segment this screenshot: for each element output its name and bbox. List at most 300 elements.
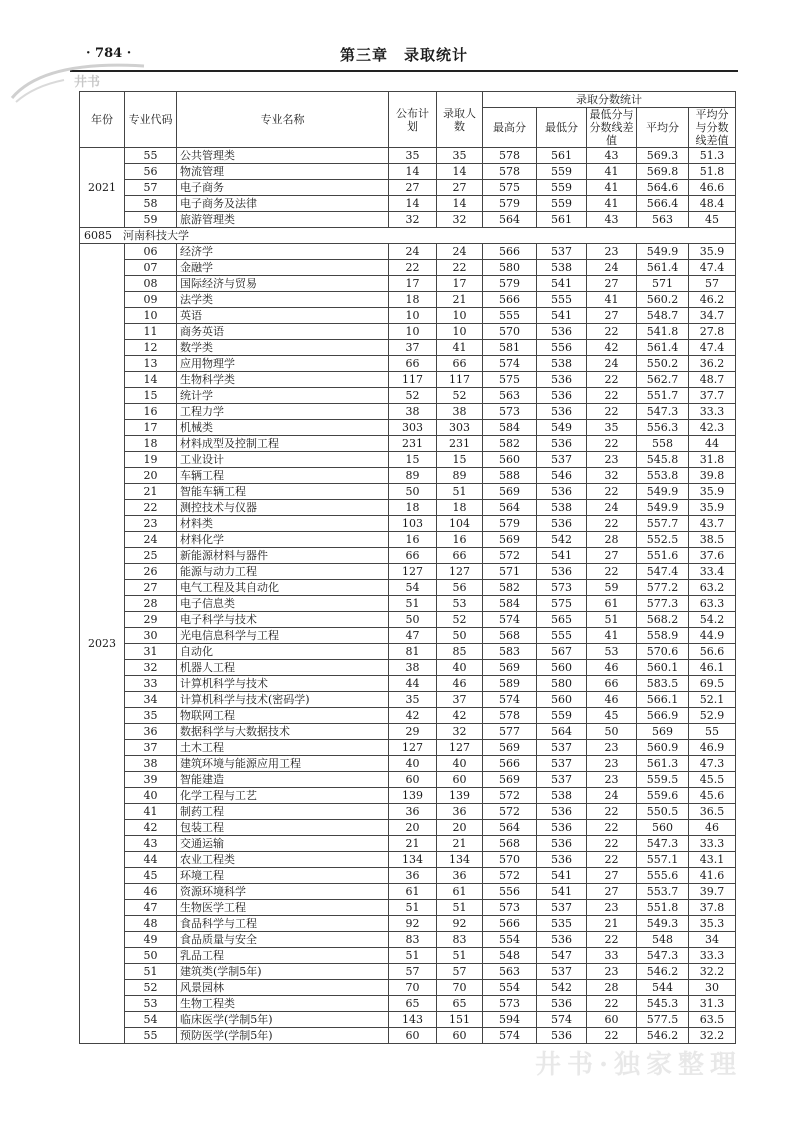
- code-cell: 08: [125, 276, 177, 292]
- avg-diff-cell: 41.6: [689, 868, 736, 884]
- admitted-cell: 127: [437, 564, 483, 580]
- table-row: [80, 356, 736, 372]
- code-cell: 52: [125, 980, 177, 996]
- table-row: [80, 148, 736, 164]
- code-cell: 20: [125, 468, 177, 484]
- admitted-cell: 32: [437, 212, 483, 228]
- avg-diff-cell: 52.9: [689, 708, 736, 724]
- max-cell: 569: [483, 772, 537, 788]
- max-cell: 583: [483, 644, 537, 660]
- avg-diff-cell: 37.8: [689, 900, 736, 916]
- avg-cell: 548.7: [637, 308, 689, 324]
- max-cell: 548: [483, 948, 537, 964]
- name-cell: 机器人工程: [177, 660, 389, 676]
- avg-diff-cell: 51.3: [689, 148, 736, 164]
- name-cell: 食品质量与安全: [177, 932, 389, 948]
- min-cell: 537: [537, 900, 587, 916]
- avg-cell: 561.4: [637, 340, 689, 356]
- plan-cell: 57: [389, 964, 437, 980]
- avg-cell: 556.3: [637, 420, 689, 436]
- code-cell: 30: [125, 628, 177, 644]
- admitted-cell: 14: [437, 164, 483, 180]
- min-diff-cell: 22: [587, 324, 637, 340]
- avg-diff-cell: 35.9: [689, 500, 736, 516]
- max-cell: 569: [483, 532, 537, 548]
- year-cell: 2023: [80, 244, 125, 1044]
- admitted-cell: 51: [437, 484, 483, 500]
- code-cell: 28: [125, 596, 177, 612]
- name-cell: 智能建造: [177, 772, 389, 788]
- name-cell: 电子商务: [177, 180, 389, 196]
- plan-cell: 127: [389, 740, 437, 756]
- admitted-cell: 151: [437, 1012, 483, 1028]
- min-cell: 537: [537, 964, 587, 980]
- min-diff-cell: 22: [587, 1028, 637, 1044]
- admitted-cell: 57: [437, 964, 483, 980]
- min-diff-cell: 41: [587, 292, 637, 308]
- avg-cell: 577.3: [637, 596, 689, 612]
- header-max: 最高分: [483, 108, 537, 148]
- avg-cell: 546.2: [637, 1028, 689, 1044]
- plan-cell: 36: [389, 868, 437, 884]
- admitted-cell: 20: [437, 820, 483, 836]
- name-cell: 包装工程: [177, 820, 389, 836]
- avg-cell: 547.3: [637, 836, 689, 852]
- avg-diff-cell: 63.2: [689, 580, 736, 596]
- max-cell: 581: [483, 340, 537, 356]
- name-cell: 农业工程类: [177, 852, 389, 868]
- avg-cell: 566.4: [637, 196, 689, 212]
- avg-diff-cell: 51.8: [689, 164, 736, 180]
- name-cell: 物流管理: [177, 164, 389, 180]
- max-cell: 573: [483, 404, 537, 420]
- plan-cell: 117: [389, 372, 437, 388]
- avg-diff-cell: 37.7: [689, 388, 736, 404]
- avg-diff-cell: 45: [689, 212, 736, 228]
- avg-cell: 569.3: [637, 148, 689, 164]
- min-cell: 538: [537, 260, 587, 276]
- avg-diff-cell: 32.2: [689, 1028, 736, 1044]
- name-cell: 国际经济与贸易: [177, 276, 389, 292]
- logo-text: 井书: [74, 75, 101, 90]
- header-score-group: 录取分数统计: [483, 92, 736, 108]
- plan-cell: 14: [389, 164, 437, 180]
- min-diff-cell: 27: [587, 884, 637, 900]
- min-diff-cell: 50: [587, 724, 637, 740]
- admitted-cell: 60: [437, 772, 483, 788]
- table-row: [80, 532, 736, 548]
- avg-cell: 541.8: [637, 324, 689, 340]
- min-cell: 542: [537, 980, 587, 996]
- name-cell: 旅游管理类: [177, 212, 389, 228]
- plan-cell: 52: [389, 388, 437, 404]
- min-diff-cell: 27: [587, 308, 637, 324]
- avg-diff-cell: 57: [689, 276, 736, 292]
- avg-cell: 549.9: [637, 244, 689, 260]
- avg-diff-cell: 56.6: [689, 644, 736, 660]
- admitted-cell: 303: [437, 420, 483, 436]
- avg-diff-cell: 46.2: [689, 292, 736, 308]
- avg-diff-cell: 43.7: [689, 516, 736, 532]
- avg-diff-cell: 33.3: [689, 836, 736, 852]
- avg-diff-cell: 45.5: [689, 772, 736, 788]
- min-cell: 575: [537, 596, 587, 612]
- year-cell: 2021: [80, 148, 125, 228]
- admitted-cell: 134: [437, 852, 483, 868]
- code-cell: 56: [125, 164, 177, 180]
- table-row: [80, 804, 736, 820]
- max-cell: 560: [483, 452, 537, 468]
- plan-cell: 50: [389, 612, 437, 628]
- plan-cell: 103: [389, 516, 437, 532]
- min-cell: 560: [537, 692, 587, 708]
- avg-cell: 564.6: [637, 180, 689, 196]
- plan-cell: 81: [389, 644, 437, 660]
- header-plan: 公布计划: [389, 92, 437, 148]
- code-cell: 54: [125, 1012, 177, 1028]
- plan-cell: 54: [389, 580, 437, 596]
- min-cell: 555: [537, 292, 587, 308]
- plan-cell: 61: [389, 884, 437, 900]
- avg-diff-cell: 39.8: [689, 468, 736, 484]
- avg-cell: 557.1: [637, 852, 689, 868]
- min-diff-cell: 24: [587, 500, 637, 516]
- max-cell: 574: [483, 1028, 537, 1044]
- admitted-cell: 46: [437, 676, 483, 692]
- max-cell: 572: [483, 868, 537, 884]
- min-cell: 537: [537, 772, 587, 788]
- table-row: [80, 340, 736, 356]
- table-row: [80, 260, 736, 276]
- header-code: 专业代码: [125, 92, 177, 148]
- code-cell: 47: [125, 900, 177, 916]
- code-cell: 07: [125, 260, 177, 276]
- code-cell: 39: [125, 772, 177, 788]
- avg-cell: 577.2: [637, 580, 689, 596]
- min-diff-cell: 66: [587, 676, 637, 692]
- min-diff-cell: 41: [587, 180, 637, 196]
- admitted-cell: 50: [437, 628, 483, 644]
- code-cell: 57: [125, 180, 177, 196]
- max-cell: 588: [483, 468, 537, 484]
- min-diff-cell: 24: [587, 788, 637, 804]
- avg-cell: 545.3: [637, 996, 689, 1012]
- min-cell: 542: [537, 532, 587, 548]
- admitted-cell: 36: [437, 804, 483, 820]
- header-avg-diff: 平均分与分数线差值: [689, 108, 736, 148]
- min-cell: 541: [537, 884, 587, 900]
- header-min: 最低分: [537, 108, 587, 148]
- plan-cell: 35: [389, 692, 437, 708]
- plan-cell: 10: [389, 324, 437, 340]
- table-row: [80, 596, 736, 612]
- avg-diff-cell: 63.5: [689, 1012, 736, 1028]
- avg-diff-cell: 47.3: [689, 756, 736, 772]
- name-cell: 资源环境科学: [177, 884, 389, 900]
- min-cell: 541: [537, 868, 587, 884]
- max-cell: 578: [483, 164, 537, 180]
- max-cell: 566: [483, 916, 537, 932]
- min-diff-cell: 28: [587, 980, 637, 996]
- name-cell: 机械类: [177, 420, 389, 436]
- min-diff-cell: 21: [587, 916, 637, 932]
- min-diff-cell: 33: [587, 948, 637, 964]
- avg-cell: 561.3: [637, 756, 689, 772]
- max-cell: 572: [483, 548, 537, 564]
- avg-diff-cell: 39.7: [689, 884, 736, 900]
- table-row: [80, 388, 736, 404]
- max-cell: 569: [483, 740, 537, 756]
- min-cell: 537: [537, 740, 587, 756]
- plan-cell: 139: [389, 788, 437, 804]
- code-cell: 36: [125, 724, 177, 740]
- name-cell: 生物医学工程: [177, 900, 389, 916]
- avg-cell: 569.8: [637, 164, 689, 180]
- code-cell: 48: [125, 916, 177, 932]
- plan-cell: 60: [389, 1028, 437, 1044]
- min-cell: 547: [537, 948, 587, 964]
- name-cell: 计算机科学与技术: [177, 676, 389, 692]
- max-cell: 579: [483, 516, 537, 532]
- min-diff-cell: 22: [587, 932, 637, 948]
- avg-diff-cell: 36.5: [689, 804, 736, 820]
- plan-cell: 35: [389, 148, 437, 164]
- avg-diff-cell: 31.8: [689, 452, 736, 468]
- code-cell: 38: [125, 756, 177, 772]
- table-row: [80, 740, 736, 756]
- table-row: [80, 676, 736, 692]
- table-row: [80, 180, 736, 196]
- min-cell: 535: [537, 916, 587, 932]
- plan-cell: 143: [389, 1012, 437, 1028]
- min-diff-cell: 59: [587, 580, 637, 596]
- min-diff-cell: 22: [587, 388, 637, 404]
- avg-diff-cell: 33.3: [689, 404, 736, 420]
- min-diff-cell: 53: [587, 644, 637, 660]
- admitted-cell: 231: [437, 436, 483, 452]
- max-cell: 574: [483, 356, 537, 372]
- admitted-cell: 10: [437, 324, 483, 340]
- name-cell: 材料化学: [177, 532, 389, 548]
- school-name: 6085 河南科技大学: [80, 228, 736, 244]
- name-cell: 生物工程类: [177, 996, 389, 1012]
- admitted-cell: 83: [437, 932, 483, 948]
- avg-cell: 563: [637, 212, 689, 228]
- avg-diff-cell: 37.6: [689, 548, 736, 564]
- header-avg: 平均分: [637, 108, 689, 148]
- max-cell: 568: [483, 628, 537, 644]
- code-cell: 33: [125, 676, 177, 692]
- name-cell: 英语: [177, 308, 389, 324]
- code-cell: 53: [125, 996, 177, 1012]
- avg-cell: 551.7: [637, 388, 689, 404]
- admitted-cell: 66: [437, 356, 483, 372]
- admitted-cell: 51: [437, 900, 483, 916]
- admitted-cell: 18: [437, 500, 483, 516]
- min-cell: 574: [537, 1012, 587, 1028]
- admitted-cell: 53: [437, 596, 483, 612]
- min-diff-cell: 24: [587, 260, 637, 276]
- max-cell: 594: [483, 1012, 537, 1028]
- code-cell: 51: [125, 964, 177, 980]
- max-cell: 563: [483, 388, 537, 404]
- name-cell: 风景园林: [177, 980, 389, 996]
- min-cell: 536: [537, 820, 587, 836]
- min-cell: 567: [537, 644, 587, 660]
- avg-diff-cell: 54.2: [689, 612, 736, 628]
- max-cell: 566: [483, 292, 537, 308]
- table-row: [80, 612, 736, 628]
- plan-cell: 231: [389, 436, 437, 452]
- table-row: [80, 308, 736, 324]
- max-cell: 582: [483, 580, 537, 596]
- avg-diff-cell: 46.9: [689, 740, 736, 756]
- min-cell: 536: [537, 836, 587, 852]
- admitted-cell: 21: [437, 292, 483, 308]
- avg-diff-cell: 69.5: [689, 676, 736, 692]
- min-diff-cell: 41: [587, 196, 637, 212]
- avg-cell: 558.9: [637, 628, 689, 644]
- table-row: [80, 996, 736, 1012]
- max-cell: 572: [483, 788, 537, 804]
- avg-cell: 583.5: [637, 676, 689, 692]
- plan-cell: 10: [389, 308, 437, 324]
- max-cell: 584: [483, 420, 537, 436]
- max-cell: 573: [483, 900, 537, 916]
- max-cell: 566: [483, 244, 537, 260]
- avg-cell: 553.7: [637, 884, 689, 900]
- plan-cell: 27: [389, 180, 437, 196]
- name-cell: 光电信息科学与工程: [177, 628, 389, 644]
- min-diff-cell: 23: [587, 964, 637, 980]
- max-cell: 589: [483, 676, 537, 692]
- plan-cell: 24: [389, 244, 437, 260]
- name-cell: 公共管理类: [177, 148, 389, 164]
- admitted-cell: 41: [437, 340, 483, 356]
- code-cell: 15: [125, 388, 177, 404]
- table-row: [80, 708, 736, 724]
- avg-diff-cell: 46: [689, 820, 736, 836]
- code-cell: 09: [125, 292, 177, 308]
- min-cell: 580: [537, 676, 587, 692]
- plan-cell: 92: [389, 916, 437, 932]
- min-diff-cell: 24: [587, 356, 637, 372]
- table-row: [80, 724, 736, 740]
- plan-cell: 17: [389, 276, 437, 292]
- table-row: [80, 324, 736, 340]
- header-year: 年份: [80, 92, 125, 148]
- name-cell: 工业设计: [177, 452, 389, 468]
- admitted-cell: 36: [437, 868, 483, 884]
- avg-cell: 570.6: [637, 644, 689, 660]
- plan-cell: 51: [389, 900, 437, 916]
- code-cell: 44: [125, 852, 177, 868]
- name-cell: 智能车辆工程: [177, 484, 389, 500]
- min-cell: 541: [537, 308, 587, 324]
- name-cell: 电子信息类: [177, 596, 389, 612]
- min-cell: 536: [537, 852, 587, 868]
- table-row: [80, 964, 736, 980]
- min-diff-cell: 43: [587, 148, 637, 164]
- name-cell: 建筑类(学制5年): [177, 964, 389, 980]
- max-cell: 554: [483, 932, 537, 948]
- max-cell: 564: [483, 500, 537, 516]
- table-row: [80, 948, 736, 964]
- min-cell: 536: [537, 484, 587, 500]
- code-cell: 12: [125, 340, 177, 356]
- min-diff-cell: 27: [587, 276, 637, 292]
- name-cell: 车辆工程: [177, 468, 389, 484]
- min-diff-cell: 46: [587, 692, 637, 708]
- plan-cell: 51: [389, 948, 437, 964]
- name-cell: 电气工程及其自动化: [177, 580, 389, 596]
- table-row: [80, 692, 736, 708]
- table-row: [80, 900, 736, 916]
- avg-cell: 546.2: [637, 964, 689, 980]
- name-cell: 电子商务及法律: [177, 196, 389, 212]
- min-diff-cell: 27: [587, 548, 637, 564]
- name-cell: 乳品工程: [177, 948, 389, 964]
- plan-cell: 16: [389, 532, 437, 548]
- min-diff-cell: 22: [587, 516, 637, 532]
- table-body: [80, 148, 736, 1044]
- max-cell: 569: [483, 660, 537, 676]
- code-cell: 34: [125, 692, 177, 708]
- avg-cell: 555.6: [637, 868, 689, 884]
- code-cell: 24: [125, 532, 177, 548]
- table-row: [80, 1012, 736, 1028]
- name-cell: 交通运输: [177, 836, 389, 852]
- min-diff-cell: 61: [587, 596, 637, 612]
- plan-cell: 29: [389, 724, 437, 740]
- admitted-cell: 52: [437, 388, 483, 404]
- avg-diff-cell: 52.1: [689, 692, 736, 708]
- min-diff-cell: 60: [587, 1012, 637, 1028]
- table-row: [80, 980, 736, 996]
- avg-cell: 566.9: [637, 708, 689, 724]
- name-cell: 电子科学与技术: [177, 612, 389, 628]
- avg-cell: 550.2: [637, 356, 689, 372]
- table-row: [80, 436, 736, 452]
- min-diff-cell: 23: [587, 900, 637, 916]
- table-row: [80, 932, 736, 948]
- admitted-cell: 51: [437, 948, 483, 964]
- max-cell: 571: [483, 564, 537, 580]
- table-row: [80, 868, 736, 884]
- code-cell: 43: [125, 836, 177, 852]
- table-row: [80, 516, 736, 532]
- max-cell: 579: [483, 196, 537, 212]
- min-cell: 536: [537, 564, 587, 580]
- min-cell: 536: [537, 388, 587, 404]
- table-row: [80, 452, 736, 468]
- min-cell: 559: [537, 196, 587, 212]
- min-cell: 559: [537, 708, 587, 724]
- min-diff-cell: 42: [587, 340, 637, 356]
- name-cell: 物联网工程: [177, 708, 389, 724]
- admitted-cell: 14: [437, 196, 483, 212]
- code-cell: 27: [125, 580, 177, 596]
- avg-diff-cell: 45.6: [689, 788, 736, 804]
- name-cell: 预防医学(学制5年): [177, 1028, 389, 1044]
- avg-diff-cell: 46.1: [689, 660, 736, 676]
- min-diff-cell: 22: [587, 372, 637, 388]
- plan-cell: 50: [389, 484, 437, 500]
- plan-cell: 15: [389, 452, 437, 468]
- name-cell: 新能源材料与器件: [177, 548, 389, 564]
- admitted-cell: 56: [437, 580, 483, 596]
- header-rule: [70, 70, 738, 72]
